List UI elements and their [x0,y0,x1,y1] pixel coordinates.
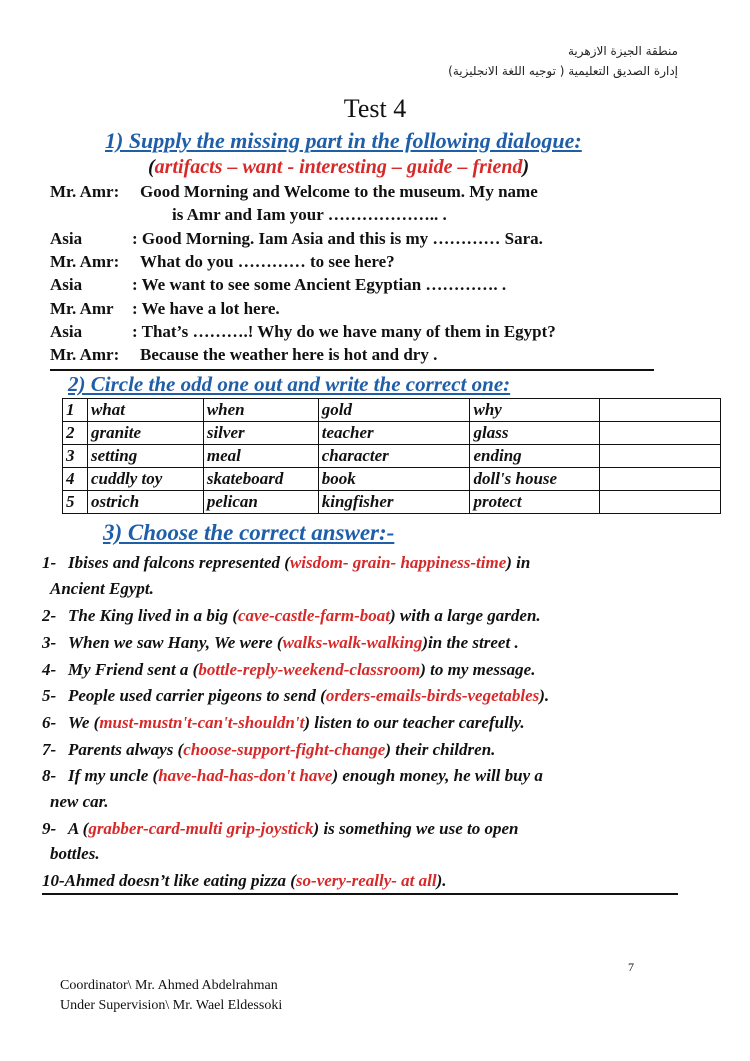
table-row: 5 ostrich pelican kingfisher protect [63,491,721,514]
table-row: 3 setting meal character ending [63,445,721,468]
question-1-continuation: Ancient Egypt. [50,579,154,598]
word-bank: (artifacts – want - interesting – guide – friend) [148,156,530,178]
question-3: 3- When we saw Hany, We were (walks-walk-walking)in the street . [42,633,519,652]
question-1: 1- Ibises and falcons represented (wisdom- grain- happiness-time) in [42,553,531,572]
section-divider [50,369,654,371]
answer-options: walks-walk-walking [282,633,423,652]
section1-title: 1) Supply the missing part in the following dialogue: [105,128,582,153]
section-divider [42,893,678,895]
table-row: 1 what when gold why [63,399,721,422]
question-8: 8- If my uncle (have-had-has-don't have) enough money, he will buy a [42,766,543,785]
answer-options: have-had-has-don't have [158,766,333,785]
footer-coordinator: Coordinator\ Mr. Ahmed Abdelrahman [60,978,278,993]
table-row: 2 granite silver teacher glass [63,422,721,445]
question-9: 9- A (grabber-card-multi grip-joystick) is something we use to open [42,819,519,838]
question-5: 5- People used carrier pigeons to send (orders-emails-birds-vegetables). [42,686,550,705]
question-6: 6- We (must-mustn't-can't-shouldn't) listen to our teacher carefully. [42,713,525,732]
question-9-continuation: bottles. [50,844,100,863]
dialogue-line: Asia : That’s ……….! Why do we have many of them in Egypt? [50,322,556,341]
answer-options: choose-support-fight-change [183,740,386,759]
answer-options: orders-emails-birds-vegetables [325,686,540,705]
answer-options: grabber-card-multi grip-joystick [88,819,314,838]
answer-options: must-mustn't-can't-shouldn't [99,713,305,732]
answer-cell[interactable] [600,399,721,422]
answer-options: wisdom- grain- happiness-time [289,553,507,572]
answer-cell[interactable] [600,422,721,445]
dialogue-line: Asia : We want to see some Ancient Egyptian …………. . [50,275,507,294]
dialogue-line: Mr. Amr: What do you ………… to see here? [50,252,395,271]
question-2: 2- The King lived in a big (cave-castle-farm-boat) with a large garden. [42,606,541,625]
page-title: Test 4 [343,94,407,123]
answer-options: so-very-really- at all [295,871,437,890]
odd-one-out-table [62,398,721,514]
section2-title: 2) Circle the odd one out and write the correct one: [68,372,511,396]
header-line-2: إدارة الصديق التعليمية ( توجيه اللغة الانجليزية) [448,64,678,78]
dialogue-line: Mr. Amr: Because the weather here is hot and dry . [50,345,438,364]
word-bank-words: artifacts – want - interesting – guide – friend [154,156,523,178]
answer-cell[interactable] [600,445,721,468]
question-10: 10-Ahmed doesn’t like eating pizza (so-very-really- at all). [42,871,447,890]
dialogue-line: Mr. Amr : We have a lot here. [50,299,280,318]
answer-options: bottle-reply-weekend-classroom [198,660,421,679]
dialogue-line: Mr. Amr: Good Morning and Welcome to the museum. My name [50,182,538,201]
footer-supervision: Under Supervision\ Mr. Wael Eldessoki [60,998,283,1013]
dialogue-line: Asia : Good Morning. Iam Asia and this is my ………… Sara. [50,229,543,248]
section3-title: 3) Choose the correct answer:- [103,520,395,545]
answer-cell[interactable] [600,468,721,491]
answer-options: cave-castle-farm-boat [238,606,390,625]
question-7: 7- Parents always (choose-support-fight-change) their children. [42,740,496,759]
answer-cell[interactable] [600,491,721,514]
question-8-continuation: new car. [50,792,109,811]
page-number: 7 [628,960,634,974]
header-line-1: منطقة الجيزة الازهرية [568,44,678,58]
question-4: 4- My Friend sent a (bottle-reply-weekend-classroom) to my message. [42,660,536,679]
table-row: 4 cuddly toy skateboard book doll's house [63,468,721,491]
